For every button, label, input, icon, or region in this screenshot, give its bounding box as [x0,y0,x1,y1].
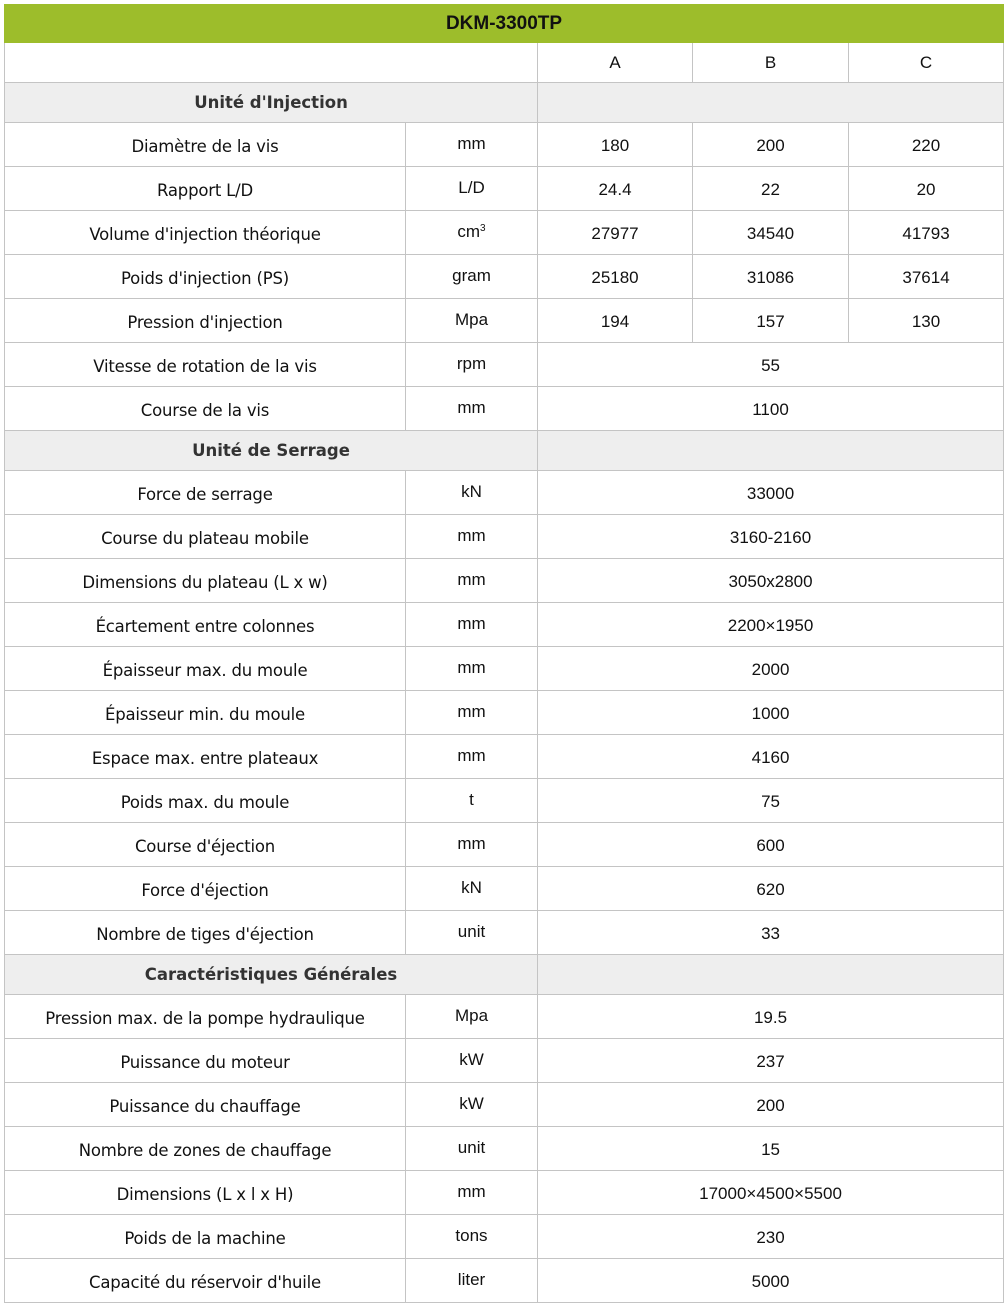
spec-value-shared: 600 [538,823,1004,867]
spec-unit: kW [406,1039,538,1083]
spec-value-b: 22 [693,167,849,211]
spec-value-shared: 237 [538,1039,1004,1083]
spec-value-c: 37614 [849,255,1004,299]
spec-row [5,691,1004,735]
spec-row [5,123,1004,167]
spec-row [5,1171,1004,1215]
spec-row [5,515,1004,559]
spec-unit: kW [406,1083,538,1127]
spec-table [4,4,1004,1303]
spec-label: Course d'éjection [5,823,406,867]
spec-label: Épaisseur min. du moule [5,691,406,735]
section-filler [538,431,1004,471]
spec-value-b: 157 [693,299,849,343]
title-row [5,5,1004,43]
spec-unit: Mpa [406,299,538,343]
spec-row [5,779,1004,823]
column-header-b: B [693,43,849,83]
spec-unit: liter [406,1259,538,1303]
spec-value-shared: 1100 [538,387,1004,431]
spec-label: Force de serrage [5,471,406,515]
spec-row [5,603,1004,647]
spec-value-a: 194 [538,299,693,343]
superscript-3: 3 [480,222,486,234]
spec-unit: unit [406,1127,538,1171]
spec-row [5,299,1004,343]
spec-label: Diamètre de la vis [5,123,406,167]
spec-value-c: 41793 [849,211,1004,255]
spec-value-shared: 230 [538,1215,1004,1259]
spec-unit: mm [406,735,538,779]
column-header-row [5,43,1004,83]
spec-unit: kN [406,471,538,515]
spec-label: Vitesse de rotation de la vis [5,343,406,387]
spec-unit: rpm [406,343,538,387]
spec-value-b: 34540 [693,211,849,255]
section-title: Unité de Serrage [5,431,538,471]
spec-value-shared: 15 [538,1127,1004,1171]
spec-value-shared: 620 [538,867,1004,911]
spec-unit: unit [406,911,538,955]
spec-unit: mm [406,559,538,603]
spec-value-shared: 2000 [538,647,1004,691]
spec-row [5,471,1004,515]
model-title: DKM-3300TP [5,5,1004,43]
spec-unit: gram [406,255,538,299]
spec-row [5,387,1004,431]
spec-row [5,559,1004,603]
spec-value-a: 24.4 [538,167,693,211]
spec-label: Puissance du chauffage [5,1083,406,1127]
spec-row [5,823,1004,867]
spec-value-shared: 3160-2160 [538,515,1004,559]
spec-label: Pression d'injection [5,299,406,343]
spec-label: Dimensions du plateau (L x w) [5,559,406,603]
spec-value-shared: 5000 [538,1259,1004,1303]
spec-unit: Mpa [406,995,538,1039]
spec-unit: mm [406,603,538,647]
spec-value-a: 25180 [538,255,693,299]
spec-unit: mm [406,387,538,431]
spec-value-shared: 33000 [538,471,1004,515]
spec-row [5,1083,1004,1127]
spec-label: Nombre de tiges d'éjection [5,911,406,955]
spec-value-shared: 33 [538,911,1004,955]
spec-value-shared: 200 [538,1083,1004,1127]
spec-value-b: 31086 [693,255,849,299]
spec-value-shared: 1000 [538,691,1004,735]
spec-value-shared: 2200×1950 [538,603,1004,647]
spec-row [5,911,1004,955]
spec-label: Course de la vis [5,387,406,431]
spec-label: Épaisseur max. du moule [5,647,406,691]
section-filler [538,955,1004,995]
section-title: Caractéristiques Générales [5,955,538,995]
spec-label: Poids max. du moule [5,779,406,823]
spec-value-shared: 17000×4500×5500 [538,1171,1004,1215]
spec-value-shared: 55 [538,343,1004,387]
spec-label: Course du plateau mobile [5,515,406,559]
spec-label: Espace max. entre plateaux [5,735,406,779]
spec-value-shared: 75 [538,779,1004,823]
header-empty-cell [5,43,538,83]
spec-label: Poids d'injection (PS) [5,255,406,299]
spec-unit: mm [406,1171,538,1215]
spec-row [5,211,1004,255]
spec-value-shared: 4160 [538,735,1004,779]
spec-row [5,1127,1004,1171]
spec-unit: kN [406,867,538,911]
spec-label: Volume d'injection théorique [5,211,406,255]
spec-unit: mm [406,691,538,735]
column-header-a: A [538,43,693,83]
spec-value-c: 130 [849,299,1004,343]
spec-unit: t [406,779,538,823]
spec-row [5,255,1004,299]
spec-value-a: 180 [538,123,693,167]
section-filler [538,83,1004,123]
spec-row [5,995,1004,1039]
spec-unit: L/D [406,167,538,211]
spec-row [5,1215,1004,1259]
spec-unit: tons [406,1215,538,1259]
column-header-c: C [849,43,1004,83]
section-title: Unité d'Injection [5,83,538,123]
spec-row [5,1259,1004,1303]
spec-value-a: 27977 [538,211,693,255]
spec-label: Rapport L/D [5,167,406,211]
spec-label: Pression max. de la pompe hydraulique [5,995,406,1039]
spec-row [5,647,1004,691]
spec-row [5,1039,1004,1083]
spec-value-b: 200 [693,123,849,167]
section-header-unite-de-serrage [5,431,1004,471]
spec-unit: mm [406,515,538,559]
spec-label: Nombre de zones de chauffage [5,1127,406,1171]
spec-label: Dimensions (L x l x H) [5,1171,406,1215]
section-header-caracteristiques-generales [5,955,1004,995]
section-header-unite-d-injection [5,83,1004,123]
spec-label: Force d'éjection [5,867,406,911]
spec-value-c: 20 [849,167,1004,211]
spec-unit: $cm^3$ [406,211,538,255]
spec-unit: mm [406,823,538,867]
spec-row [5,343,1004,387]
spec-label: Écartement entre colonnes [5,603,406,647]
spec-value-shared: 3050x2800 [538,559,1004,603]
spec-unit: mm [406,647,538,691]
spec-label: Capacité du réservoir d'huile [5,1259,406,1303]
spec-row [5,167,1004,211]
spec-label: Puissance du moteur [5,1039,406,1083]
spec-label: Poids de la machine [5,1215,406,1259]
spec-unit: mm [406,123,538,167]
spec-row [5,867,1004,911]
spec-row [5,735,1004,779]
spec-value-shared: 19.5 [538,995,1004,1039]
spec-value-c: 220 [849,123,1004,167]
